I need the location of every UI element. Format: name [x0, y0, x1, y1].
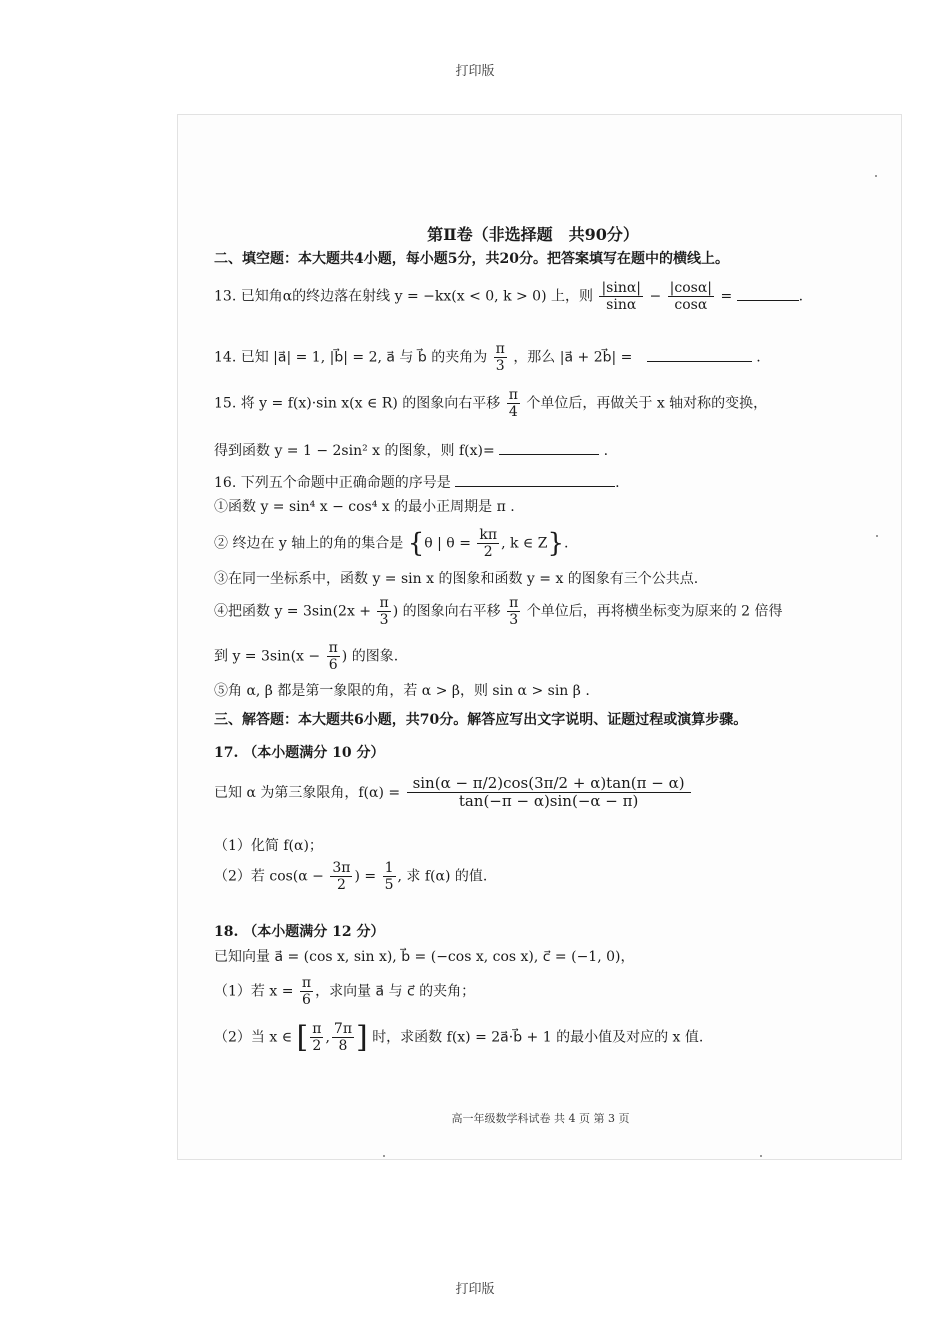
numerator: π — [328, 640, 338, 656]
question-14: 14. 已知 |a⃗| = 1, |b⃗| = 2, a⃗ 与 b⃗ 的夹角为 $\frac{\pi}{3}$ ，那么 |a⃗ + 2b⃗| = . — [214, 341, 761, 375]
question-18-header: 18. （本小题满分 12 分） — [214, 924, 385, 940]
numerator: |sinα| — [601, 280, 642, 296]
equals-sign: = — [720, 288, 733, 305]
set-builder-text-post: , k ∈ Z — [501, 535, 548, 552]
q16-option-2-text: ② 终边在 y 轴上的角的集合是 — [214, 535, 404, 552]
q18-part-1 — [214, 975, 475, 1008]
question-17-stem — [214, 775, 693, 811]
denominator: 4 — [508, 404, 518, 421]
scan-speck — [760, 1155, 762, 1157]
q18-part-2-text-post: 时，求函数 f(x) = 2a⃗·b⃗ + 1 的最小值及对应的 x 值. — [372, 1029, 704, 1046]
q14-text-post: ，那么 |a⃗ + 2b⃗| = — [513, 349, 633, 366]
denominator: 6 — [302, 992, 311, 1009]
q16-option-4-line2 — [214, 640, 398, 673]
q13-text: 13. 已知角α的终边落在射线 y = −kx(x < 0, k > 0) 上，则 — [214, 288, 593, 305]
question-16: 16. 下列五个命题中正确命题的序号是 . — [214, 472, 620, 492]
denominator: cosα — [674, 297, 708, 314]
q17-part-2-text-post: , 求 f(α) 的值. — [397, 868, 488, 885]
denominator: 2 — [336, 877, 346, 894]
q18-part-1-text-post: ，求向量 a⃗ 与 c⃗ 的夹角； — [315, 983, 476, 1000]
q16-option-2-fraction — [477, 527, 499, 560]
q17-fraction — [407, 775, 691, 811]
q16-option-4-text-post: 个单位后，再将横坐标变为原来的 2 倍得 — [526, 603, 783, 620]
page-footer: 打印版 — [455, 1282, 495, 1297]
q18-part-1-fraction — [300, 975, 313, 1008]
denominator: sinα — [606, 297, 637, 314]
q13-fraction-sin — [599, 280, 643, 313]
q17-part-1: （1）化简 f(α)； — [214, 838, 323, 854]
q16-option-4b-text-post: ) 的图象. — [341, 648, 399, 665]
numerator: π — [379, 595, 389, 611]
scan-speck — [383, 1155, 385, 1157]
q16-option-4 — [214, 595, 783, 628]
q18-part-1-text: （1）若 x = — [214, 983, 294, 1000]
numerator: π — [495, 341, 505, 357]
q17-part-2-text-mid: ) = — [354, 868, 377, 885]
answer-blank[interactable] — [647, 347, 752, 362]
q16-option-4-text-mid: ) 的图象向右平移 — [392, 603, 501, 620]
q18-part-2-fraction-1 — [310, 1021, 323, 1054]
right-bracket: ] — [356, 1020, 368, 1055]
left-bracket: [ — [296, 1020, 309, 1055]
q16-option-4-fraction-2 — [507, 595, 520, 628]
q16-option-3: ③在同一坐标系中，函数 y = sin x 的图象和函数 y = x 的图象有三个公共点. — [214, 571, 699, 587]
q17-stem-text: 已知 α 为第三象限角，f(α) = — [214, 784, 401, 801]
q17-part-2 — [214, 860, 487, 893]
denominator: 3 — [509, 612, 519, 629]
q17-part-2-text: （2）若 cos(α − — [214, 868, 324, 885]
numerator: π — [301, 975, 312, 991]
numerator: sin(α − π/2)cos(3π/2 + α)tan(π − α) — [407, 775, 691, 793]
fill-in-section-heading: 二、填空题：本大题共4小题，每小题5分，共20分。把答案填写在题中的横线上。 — [214, 251, 729, 267]
q16-option-2: ② 终边在 y 轴上的角的集合是 {θ | θ = $\frac{k\pi}{2}$ , k ∈ Z}. — [214, 527, 569, 561]
answer-blank[interactable] — [455, 472, 615, 487]
denominator: 2 — [312, 1038, 322, 1054]
scanned-exam-page — [177, 114, 902, 1160]
q13-fraction-cos — [668, 280, 714, 313]
q17-part-2-fraction-2 — [383, 860, 396, 893]
q15-text-post: 个单位后，再做关于 x 轴对称的变换， — [526, 395, 768, 412]
denominator: 6 — [328, 657, 338, 674]
numerator: |cosα| — [669, 280, 713, 296]
minus-sign: − — [649, 288, 662, 305]
solution-section-heading: 三、解答题：本大题共6小题，共70分。解答应写出文字说明、证题过程或演算步骤。 — [214, 712, 748, 728]
numerator: kπ — [479, 527, 498, 543]
denominator: 3 — [379, 612, 389, 629]
q16-option-1: ①函数 y = sin⁴ x − cos⁴ x 的最小正周期是 π . — [214, 499, 515, 515]
set-builder-text: θ | θ = — [424, 535, 471, 552]
right-brace: } — [547, 528, 564, 559]
question-18-stem: 已知向量 a⃗ = (cos x, sin x), b⃗ = (−cos x, cos x), c⃗ = (−1, 0)， — [214, 949, 635, 965]
denominator: 2 — [483, 544, 493, 561]
q18-part-2-fraction-2 — [332, 1021, 354, 1054]
answer-blank[interactable] — [499, 440, 599, 455]
numerator: 1 — [384, 860, 394, 876]
q15-text: 15. 将 y = f(x)·sin x(x ∈ R) 的图象向右平移 — [214, 395, 501, 412]
q17-part-2-fraction-1 — [330, 860, 352, 893]
denominator: tan(−π − α)sin(−α − π) — [458, 792, 639, 811]
q16-option-4-text: ④把函数 y = 3sin(2x + — [214, 603, 372, 620]
q18-part-2: （2）当 x ∈ [ $\frac{\pi}{2}$ , $\frac{7\pi}{8}$ ] 时，求函数 f(x) = 2a⃗·b⃗ + 1 的最小值及对应的 x 值. — [214, 1020, 704, 1055]
page-header: 打印版 — [455, 64, 495, 79]
q14-text: 14. 已知 |a⃗| = 1, |b⃗| = 2, a⃗ 与 b⃗ 的夹角为 — [214, 349, 488, 366]
scan-speck — [876, 535, 878, 537]
numerator: π — [509, 595, 519, 611]
question-15-line2: 得到函数 y = 1 − 2sin² x 的图象，则 f(x)= . — [214, 440, 608, 460]
q14-fraction — [494, 341, 507, 374]
question-17-header: 17. （本小题满分 10 分） — [214, 745, 385, 761]
scan-speck — [875, 175, 877, 177]
sheet-footer: 高一年级数学科试卷 共 4 页 第 3 页 — [451, 1112, 630, 1125]
numerator: 3π — [332, 860, 351, 876]
denominator: 8 — [338, 1038, 348, 1054]
q16-stem: 16. 下列五个命题中正确命题的序号是 — [214, 475, 451, 491]
q15-text-line2: 得到函数 y = 1 − 2sin² x 的图象，则 f(x)= — [214, 443, 495, 459]
denominator: 5 — [384, 877, 394, 894]
question-13: 13. 已知角α的终边落在射线 y = −kx(x < 0, k > 0) 上，则 $\frac{|\sin\alpha|}{\sin\alpha}$ − $\frac{|\cos\alpha|}{\cos\alpha}$ = . — [214, 280, 804, 314]
q16-option-4b-text: 到 y = 3sin(x − — [214, 648, 321, 665]
section-title: 第Ⅱ卷（非选择题 共90分） — [427, 225, 639, 244]
denominator: 3 — [495, 358, 505, 375]
q18-part-2-text: （2）当 x ∈ — [214, 1029, 293, 1046]
q16-option-4-fraction-1 — [377, 595, 390, 628]
question-15 — [214, 387, 767, 420]
numerator: π — [312, 1020, 322, 1037]
answer-blank[interactable] — [737, 286, 799, 301]
q16-option-5: ⑤角 α, β 都是第一象限的角，若 α > β，则 sin α > sin β . — [214, 683, 590, 699]
q16-option-4b-fraction — [327, 640, 340, 673]
left-brace: { — [407, 528, 425, 559]
numerator: π — [508, 387, 518, 403]
numerator: 7π — [333, 1020, 353, 1037]
q15-fraction — [507, 387, 520, 420]
